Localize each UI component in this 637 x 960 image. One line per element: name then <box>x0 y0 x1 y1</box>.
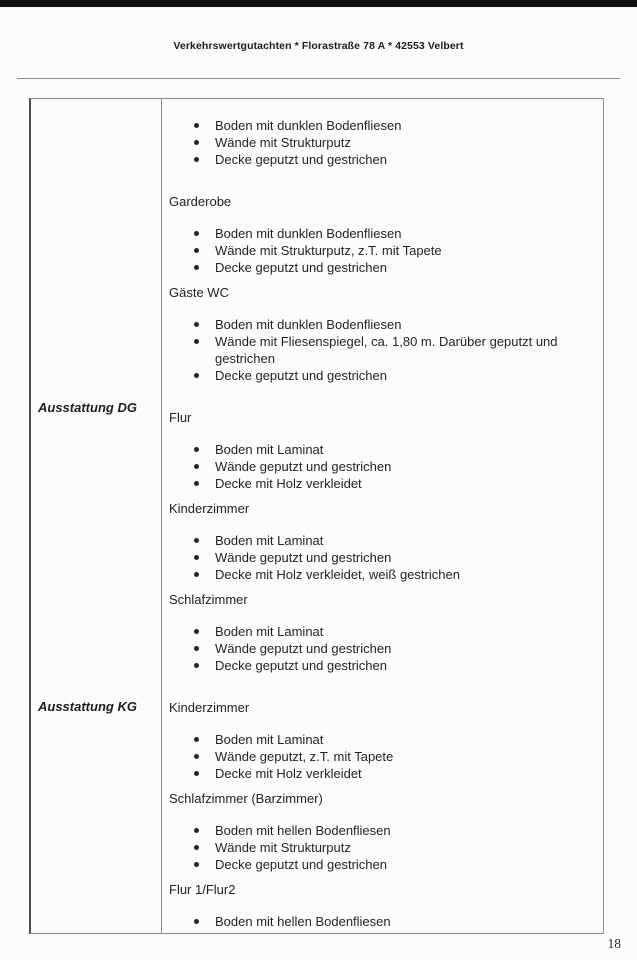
feature-item: Boden mit dunklen Bodenfliesen <box>169 117 567 134</box>
room-section <box>169 593 603 674</box>
row-label: Ausstattung KG <box>38 699 137 714</box>
feature-item: Boden mit Laminat <box>169 441 567 458</box>
feature-list <box>169 623 603 674</box>
page-number: 18 <box>607 936 621 951</box>
label-column <box>31 99 162 933</box>
row-label: Ausstattung DG <box>38 400 137 415</box>
room-heading: Kinderzimmer <box>169 501 250 516</box>
feature-item: Decke geputzt und gestrichen <box>169 367 567 384</box>
feature-item: Boden mit dunklen Bodenfliesen <box>169 316 567 333</box>
feature-list <box>169 532 603 583</box>
feature-item: Decke geputzt und gestrichen <box>169 151 567 168</box>
equipment-table <box>29 98 604 934</box>
feature-item: Wände mit Fliesenspiegel, ca. 1,80 m. Darüber geputzt und gestrichen <box>169 333 567 367</box>
room-heading: Kinderzimmer <box>169 700 250 715</box>
feature-item: Boden mit hellen Bodenfliesen <box>169 822 567 839</box>
running-header: Verkehrswertgutachten * Florastraße 78 A * 42553 Velbert <box>173 40 464 52</box>
scan-top-bar <box>0 0 637 7</box>
feature-item: Boden mit Laminat <box>169 532 567 549</box>
room-section <box>169 883 603 930</box>
feature-item: Wände geputzt und gestrichen <box>169 640 567 657</box>
room-section <box>169 701 603 782</box>
feature-list <box>169 441 603 492</box>
feature-item: Wände mit Strukturputz <box>169 134 567 151</box>
room-section <box>169 117 603 168</box>
feature-item: Boden mit Laminat <box>169 731 567 748</box>
room-content <box>162 99 603 933</box>
feature-item: Decke geputzt und gestrichen <box>169 856 567 873</box>
feature-item: Wände geputzt und gestrichen <box>169 549 567 566</box>
room-heading: Gäste WC <box>169 285 229 300</box>
feature-item: Decke geputzt und gestrichen <box>169 657 567 674</box>
feature-item: Wände mit Strukturputz <box>169 839 567 856</box>
feature-item: Wände geputzt und gestrichen <box>169 458 567 475</box>
room-heading: Flur 1/Flur2 <box>169 882 236 897</box>
feature-item: Decke mit Holz verkleidet, weiß gestrichen <box>169 566 567 583</box>
feature-item: Boden mit hellen Bodenfliesen <box>169 913 567 930</box>
feature-item: Decke geputzt und gestrichen <box>169 259 567 276</box>
feature-list <box>169 225 603 276</box>
feature-item: Boden mit dunklen Bodenfliesen <box>169 225 567 242</box>
room-section <box>169 286 603 384</box>
feature-list <box>169 117 603 168</box>
room-heading: Schlafzimmer (Barzimmer) <box>169 791 323 806</box>
feature-item: Wände mit Strukturputz, z.T. mit Tapete <box>169 242 567 259</box>
feature-list <box>169 913 603 930</box>
room-heading: Schlafzimmer <box>169 592 248 607</box>
feature-list <box>169 316 603 384</box>
feature-item: Decke mit Holz verkleidet <box>169 765 567 782</box>
room-heading: Garderobe <box>169 194 232 209</box>
header-divider <box>17 78 620 79</box>
feature-list <box>169 731 603 782</box>
feature-item: Wände geputzt, z.T. mit Tapete <box>169 748 567 765</box>
feature-item: Decke mit Holz verkleidet <box>169 475 567 492</box>
room-section <box>169 792 603 873</box>
feature-list <box>169 822 603 873</box>
room-heading: Flur <box>169 410 192 425</box>
room-section <box>169 502 603 583</box>
room-section <box>169 411 603 492</box>
room-section <box>169 195 603 276</box>
feature-item: Boden mit Laminat <box>169 623 567 640</box>
